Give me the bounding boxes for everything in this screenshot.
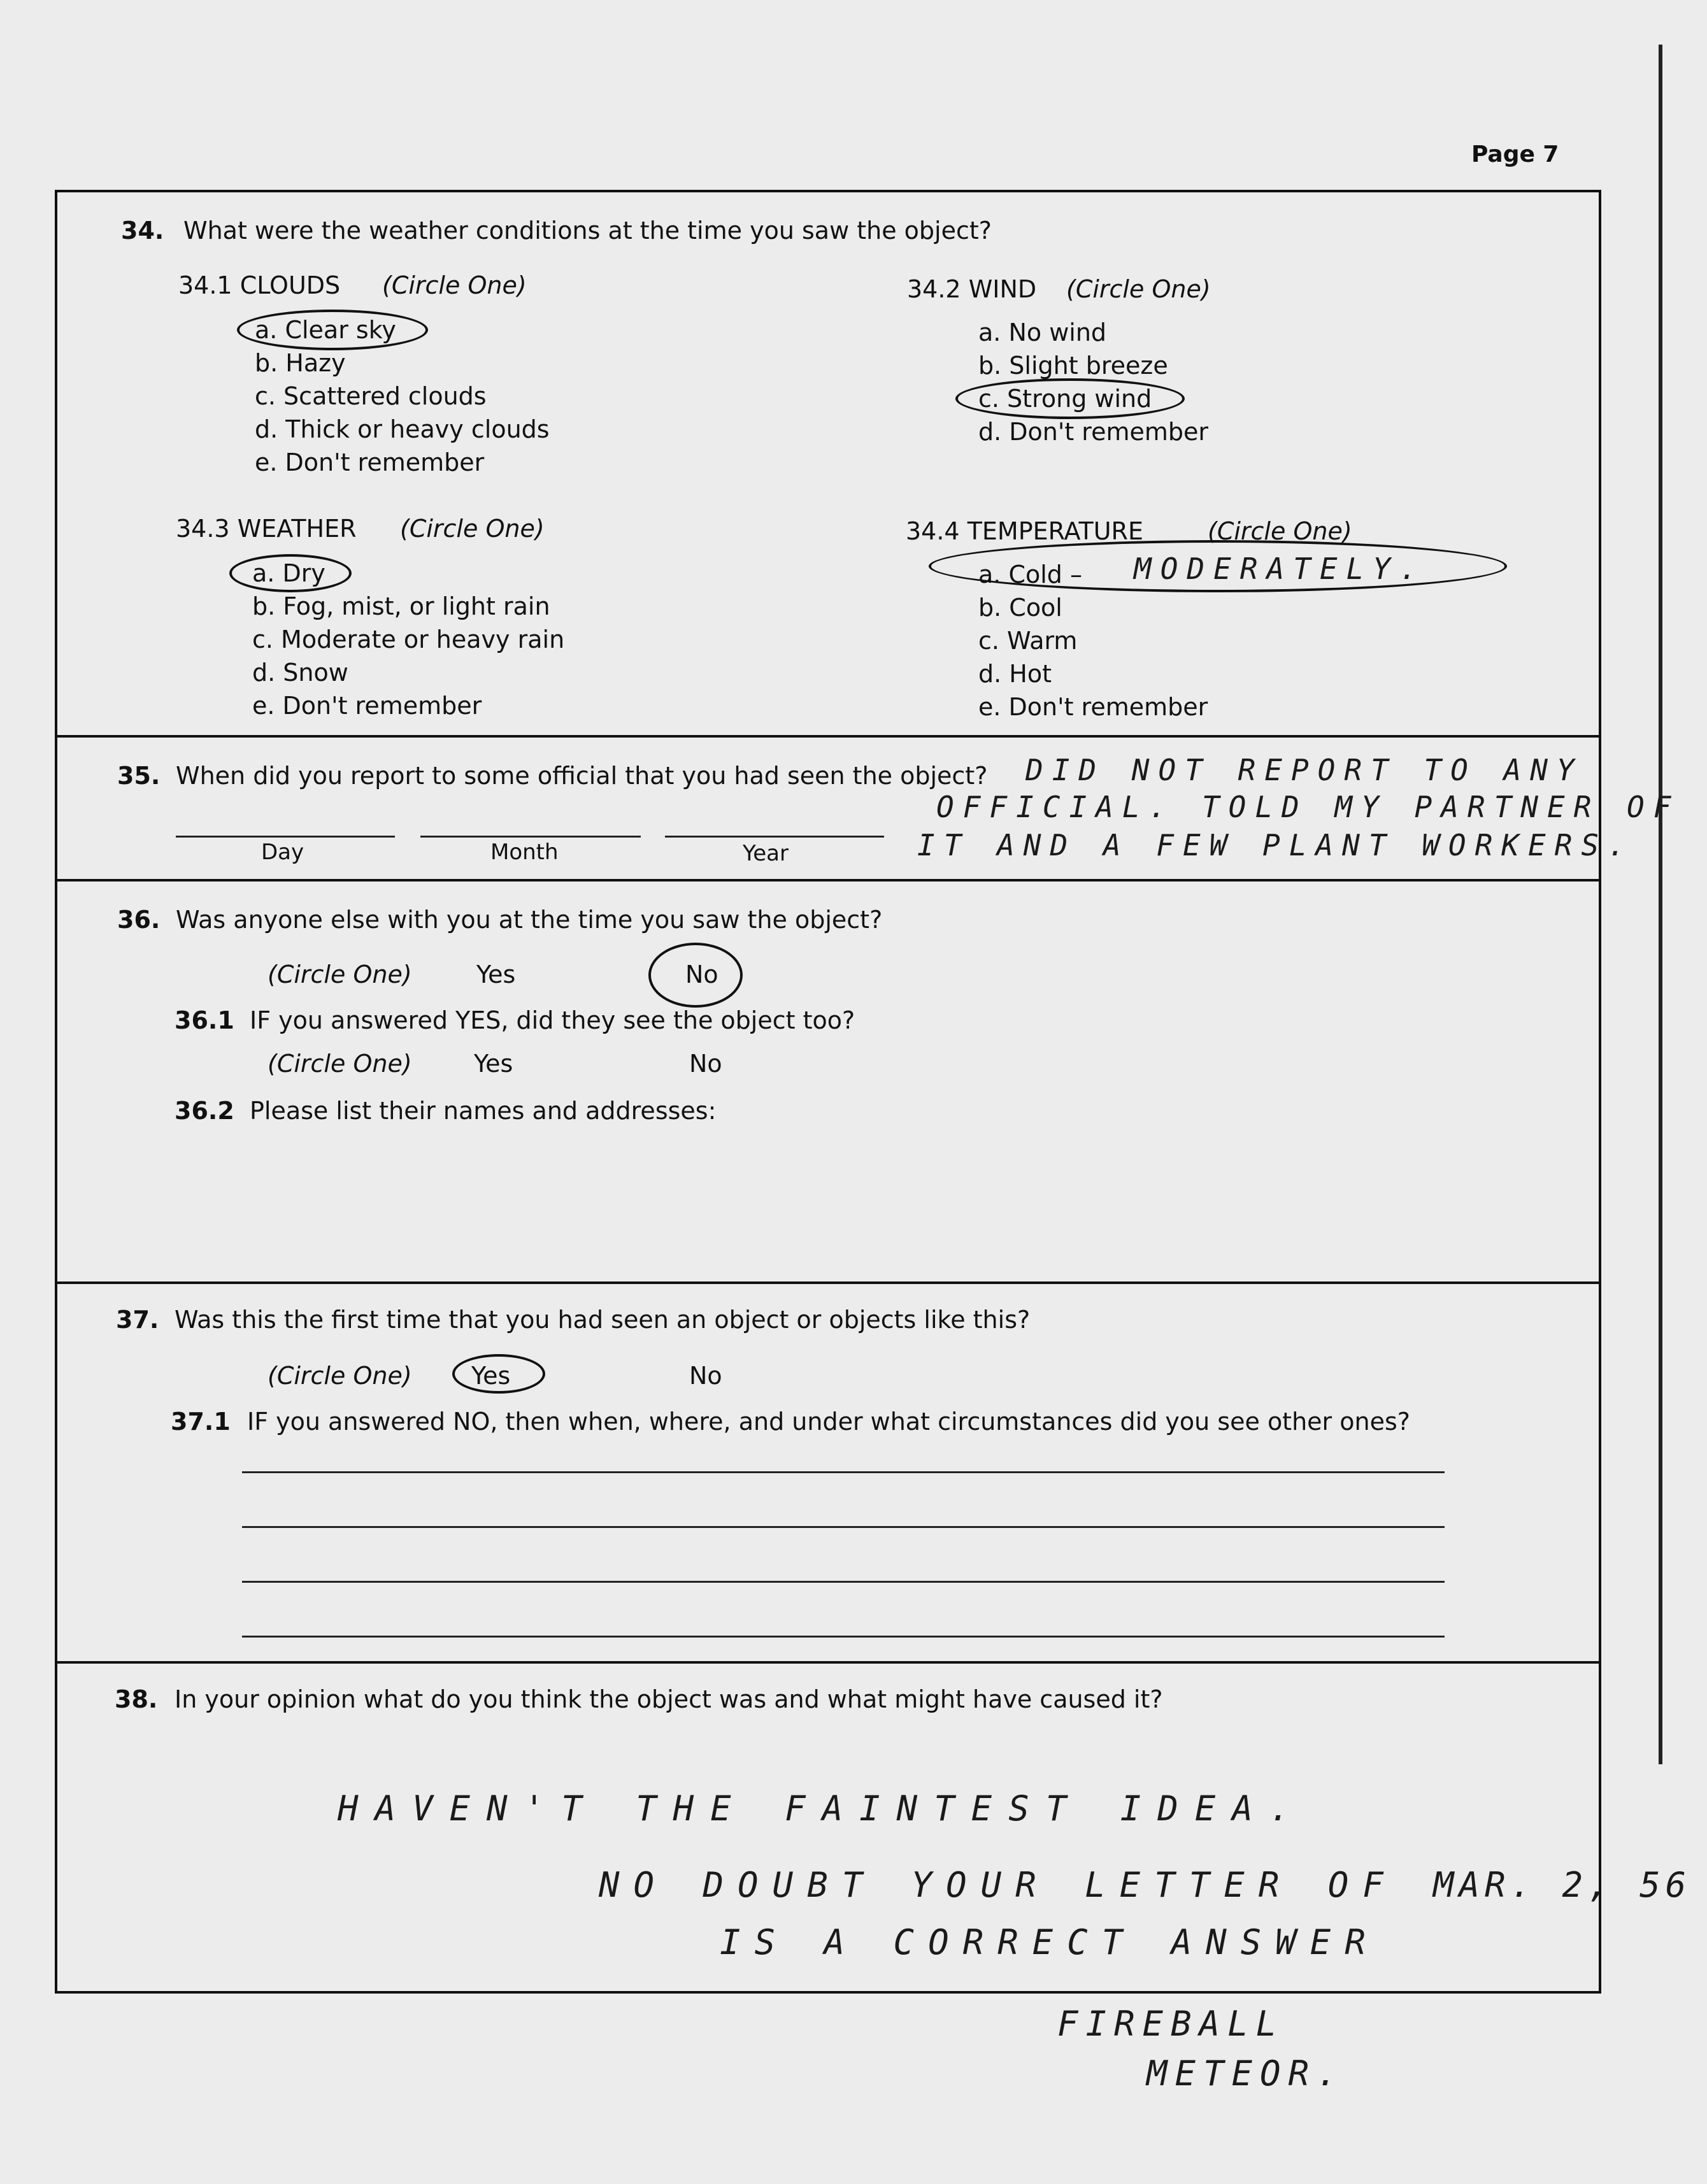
weather-option[interactable]: a. Dry [252, 559, 325, 587]
year-field-line[interactable] [665, 836, 884, 838]
wind-heading: 34.2 WIND [907, 275, 1037, 303]
question-text: When did you report to some official that you had seen the object? [176, 762, 988, 790]
field-label: Month [490, 839, 559, 865]
question-text: Was anyone else with you at the time you saw the object? [176, 906, 883, 934]
subquestion-text: IF you answered NO, then when, where, and under what circumstances did you see other ones? [247, 1408, 1410, 1436]
question-number: 34. [121, 217, 164, 245]
selection-circle [648, 943, 743, 1008]
no-option[interactable]: No [689, 1362, 722, 1390]
clouds-option[interactable]: d. Thick or heavy clouds [255, 415, 550, 443]
subquestion-text: Please list their names and addresses: [250, 1097, 717, 1125]
q35-handwritten-line: OFFICIAL. TOLD MY PARTNER OF [936, 790, 1680, 824]
clouds-instruction: (Circle One) [382, 271, 527, 299]
temperature-handwritten-note: MODERATELY. [1134, 552, 1426, 586]
selection-circle [955, 378, 1185, 419]
day-field-line[interactable] [176, 836, 395, 838]
wind-option[interactable]: b. Slight breeze [978, 352, 1168, 380]
circle-instruction: (Circle One) [268, 960, 412, 989]
yes-option[interactable]: Yes [474, 1050, 513, 1078]
subquestion-number: 37.1 [171, 1408, 231, 1436]
clouds-heading: 34.1 CLOUDS [178, 271, 341, 299]
subquestion-number: 36.1 [175, 1006, 234, 1034]
question-number: 37. [116, 1306, 159, 1334]
subquestion-number: 36.2 [175, 1097, 234, 1125]
temperature-option[interactable]: c. Warm [978, 627, 1078, 655]
q38-handwritten-line: IS A CORRECT ANSWER [720, 1922, 1380, 1962]
q38-handwritten-date: MAR. 2, 56 [1433, 1865, 1692, 1905]
no-option[interactable]: No [685, 960, 718, 989]
wind-option[interactable]: d. Don't remember [978, 418, 1208, 446]
no-option[interactable]: No [689, 1050, 722, 1078]
answer-line[interactable] [242, 1636, 1445, 1638]
selection-circle [237, 310, 428, 350]
question-text: What were the weather conditions at the time you saw the object? [183, 217, 992, 245]
answer-line[interactable] [242, 1526, 1445, 1528]
section-divider [55, 1281, 1601, 1284]
q38-handwritten-line: NO DOUBT YOUR LETTER OF [599, 1865, 1397, 1905]
temperature-option[interactable]: e. Don't remember [978, 693, 1208, 721]
page-edge-shadow [1659, 45, 1662, 1764]
question-text: Was this the first time that you had seen an object or objects like this? [175, 1306, 1031, 1334]
question-text: In your opinion what do you think the object was and what might have caused it? [175, 1685, 1163, 1713]
circle-instruction: (Circle One) [268, 1050, 412, 1078]
selection-circle [452, 1354, 545, 1394]
weather-option[interactable]: d. Snow [252, 659, 348, 687]
clouds-option[interactable]: b. Hazy [255, 349, 346, 377]
temperature-instruction: (Circle One) [1208, 517, 1352, 545]
weather-option[interactable]: e. Don't remember [252, 692, 482, 720]
weather-instruction: (Circle One) [400, 515, 545, 543]
clouds-option[interactable]: c. Scattered clouds [255, 382, 487, 410]
yes-option[interactable]: Yes [471, 1362, 511, 1390]
footer-handwritten-note: FIREBALL [1057, 2004, 1285, 2044]
weather-option[interactable]: b. Fog, mist, or light rain [252, 592, 550, 620]
answer-line[interactable] [242, 1471, 1445, 1473]
field-label: Year [743, 841, 789, 866]
wind-option[interactable]: c. Strong wind [978, 385, 1152, 413]
footer-handwritten-note: METEOR. [1146, 2053, 1345, 2094]
clouds-option[interactable]: e. Don't remember [255, 448, 485, 476]
temperature-heading: 34.4 TEMPERATURE [906, 517, 1143, 545]
selection-circle [929, 540, 1507, 592]
temperature-option[interactable]: b. Cool [978, 594, 1062, 622]
subquestion-text: IF you answered YES, did they see the object too? [250, 1006, 855, 1034]
q35-handwritten-line: DID NOT REPORT TO ANY [1025, 753, 1583, 787]
month-field-line[interactable] [420, 836, 641, 838]
q38-handwritten-line: HAVEN'T THE FAINTEST IDEA. [338, 1788, 1307, 1829]
page-number: Page 7 [1471, 141, 1559, 168]
temperature-option[interactable]: d. Hot [978, 660, 1052, 688]
answer-line[interactable] [242, 1581, 1445, 1583]
selection-circle [229, 554, 352, 592]
weather-option[interactable]: c. Moderate or heavy rain [252, 625, 565, 653]
wind-option[interactable]: a. No wind [978, 318, 1107, 346]
section-divider [55, 879, 1601, 881]
temperature-option[interactable]: a. Cold – [978, 560, 1082, 589]
wind-instruction: (Circle One) [1066, 275, 1211, 303]
q35-handwritten-line: IT AND A FEW PLANT WORKERS. [917, 828, 1634, 862]
section-divider [55, 1661, 1601, 1664]
weather-heading: 34.3 WEATHER [176, 515, 357, 543]
field-label: Day [261, 839, 304, 865]
question-number: 36. [117, 906, 161, 934]
question-number: 35. [117, 762, 161, 790]
section-divider [55, 735, 1601, 738]
clouds-option[interactable]: a. Clear sky [255, 316, 396, 344]
circle-instruction: (Circle One) [268, 1362, 412, 1390]
yes-option[interactable]: Yes [476, 960, 516, 989]
question-number: 38. [115, 1685, 158, 1713]
